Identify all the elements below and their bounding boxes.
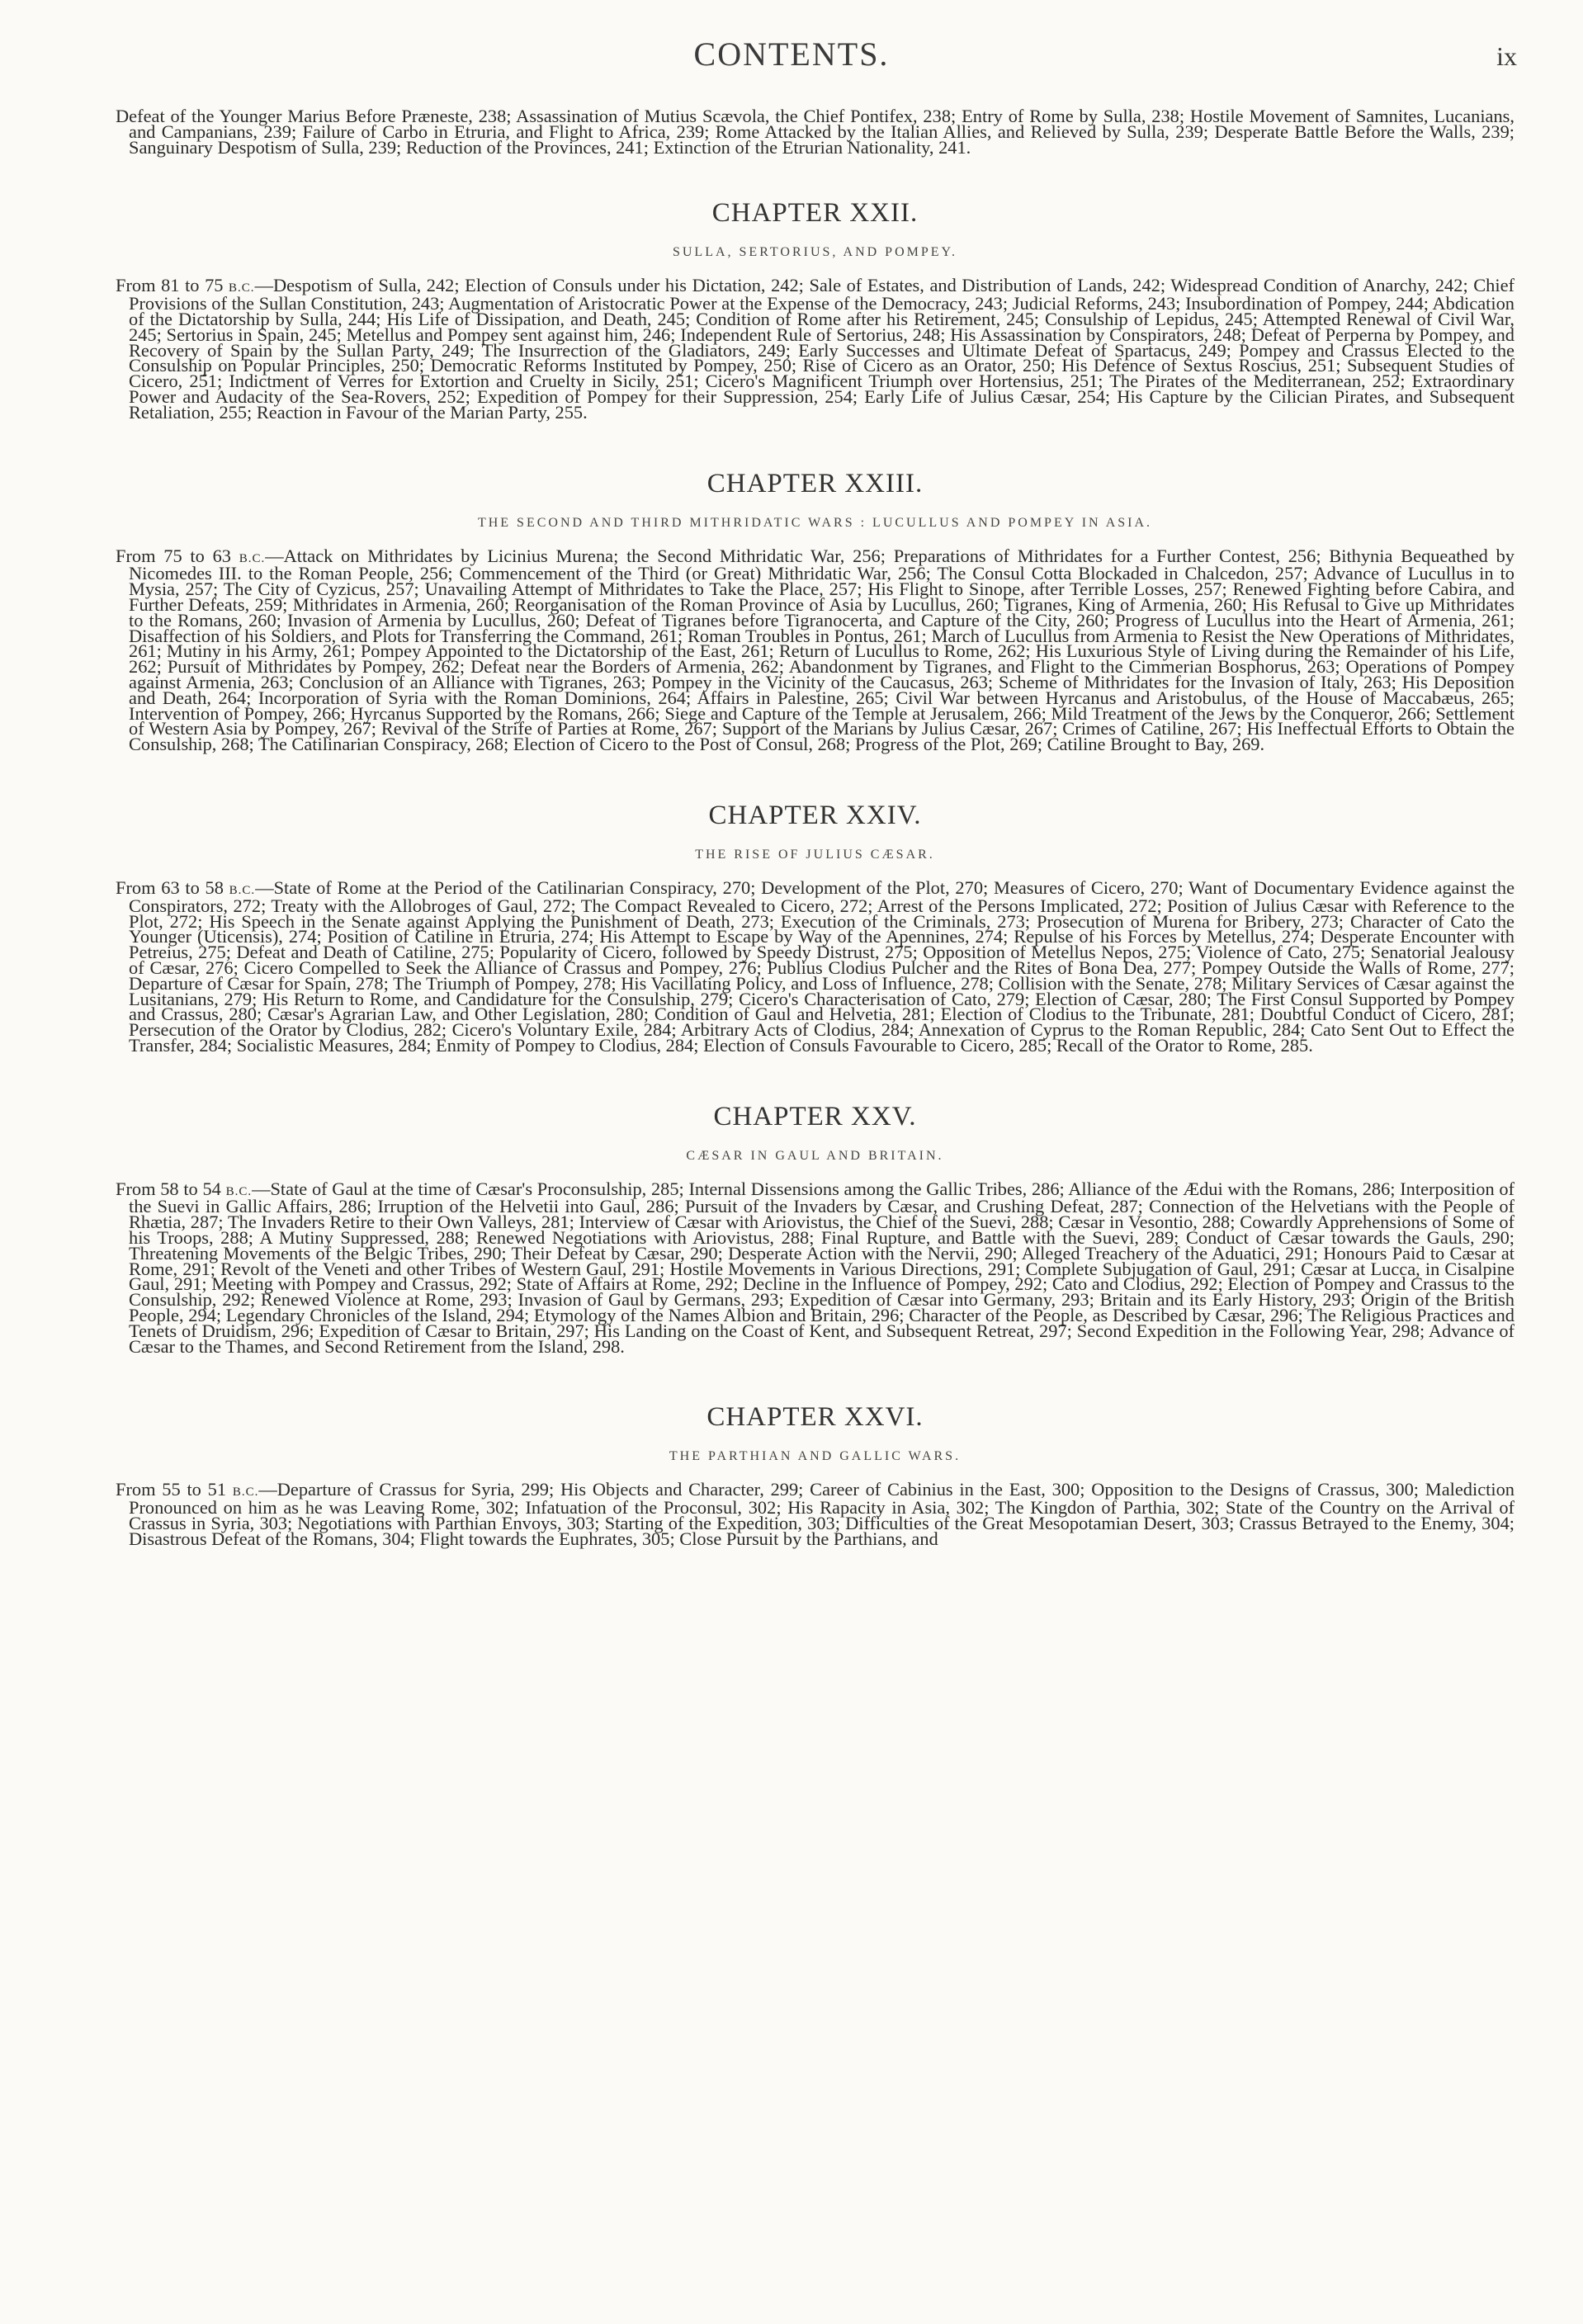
chapter-section [116,198,1514,423]
chapter-section [116,1402,1514,1547]
chapter-title: CHAPTER XXVI. [706,1402,924,1433]
summary-text: —Despotism of Sulla, 242; Election of Consuls under his Dictation, 242; Sale of Estates, and Distribution of Lands, 242; Widespread Condition of Anarchy, 242; Chief Provisions of the Sullan Constitution, 243; Augmentation of Aristocratic Power at the Expense of the Democracy, 243; Judicial Reforms, 243; Insubordination of Pompey, 244; Abdication of the Dictatorship by Sulla, 244; His Life of Dissipation, and Death, 245; Condition of Rome after his Retirement, 245; Consulship of Lepidus, 245; Attempted Renewal of Civil War, 245; Sertorius in Spain, 245; Metellus and Pompey sent against him, 246; Independent Rule of Sertorius, 248; His Assassination by Conspirators, 248; Defeat of Perperna by Pompey, and Recovery of Spain by the Sullan Party, 249; The Insurrection of the Gladiators, 249; Early Successes and Ultimate Defeat of Spartacus, 249; Pompey and Crassus Elected to the Consulship on Popular Principles, 250; Democratic Reforms Instituted by Pompey, 250; Rise of Cicero as an Orator, 250; His Defence of Sextus Roscius, 251; Subsequent Studies of Cicero, 251; Indictment of Verres for Extortion and Cruelty in Sicily, 251; Cicero's Magnificent Triumph over Hortensius, 251; The Pirates of the Mediterranean, 252; Extraordinary Power and Audacity of the Sea-Rovers, 252; Expedition of Pompey for their Suppression, 254; Early Life of Julius Cæsar, 254; His Capture by the Cilician Pirates, and Subsequent Retaliation, 255; Reaction in Favour of the Marian Party, 255. [129,275,1514,423]
chapter-subtitle: THE SECOND AND THIRD MITHRIDATIC WARS : LUCULLUS AND POMPEY IN ASIA. [477,515,1153,530]
era-label: B.C. [229,883,256,897]
chapter-section [116,1102,1514,1355]
date-range: From 58 to 54 [116,1178,226,1199]
summary-text: —State of Rome at the Period of the Catilinarian Conspiracy, 270; Development of the Plot, 270; Measures of Cicero, 270; Want of Documentary Evidence against the Conspirators, 272; Treaty with the Allobroges of Gaul, 272; The Compact Revealed to Cicero, 272; Arrest of the Persons Implicated, 272; Position of Julius Cæsar with Reference to the Plot, 272; His Speech in the Senate against Applying the Punishment of Death, 273; Execution of the Criminals, 273; Prosecution of Murena for Bribery, 273; Character of Cato the Younger (Uticensis), 274; Position of Catiline in Etruria, 274; His Attempt to Escape by Way of the Apennines, 274; Repulse of his Forces by Metellus, 274; Desperate Encounter with Petreius, 275; Defeat and Death of Catiline, 275; Popularity of Cicero, followed by Speedy Distrust, 275; Opposition of Metellus Nepos, 275; Violence of Cato, 275; Senatorial Jealousy of Cæsar, 276; Cicero Compelled to Seek the Alliance of Crassus and Pompey, 276; Publius Clodius Pulcher and the Rites of Bona Dea, 277; Pompey Outside the Walls of Rome, 277; Departure of Cæsar for Spain, 278; The Triumph of Pompey, 278; His Vacillating Policy, and Loss of Influence, 278; Collision with the Senate, 278; Military Services of Cæsar against the Lusitanians, 279; His Return to Rome, and Candidature for the Consulship, 279; Cicero's Characterisation of Cato, 279; Election of Cæsar, 280; The First Consul Supported by Pompey and Crassus, 280; Cæsar's Agrarian Law, and Other Legislation, 280; Condition of Gaul and Helvetia, 281; Election of Clodius to the Tribunate, 281; Doubtful Conduct of Cicero, 281; Persecution of the Orator by Clodius, 282; Cicero's Voluntary Exile, 284; Arbitrary Acts of Clodius, 284; Annexation of Cyprus to the Roman Republic, 284; Cato Sent Out to Effect the Transfer, 284; Socialistic Measures, 284; Enmity of Pompey to Clodius, 284; Election of Consuls Favourable to Cicero, 285; Recall of the Orator to Rome, 285. [129,876,1515,1056]
chapter-summary [116,275,1514,423]
chapter-summary [116,1479,1514,1549]
chapter-title: CHAPTER XXIV. [708,800,922,830]
chapter-section [116,801,1514,1054]
intro-paragraph: Defeat of the Younger Marius Before Præneste, 238; Assassination of Mutius Scævola, the Chief Pontifex, 238; Entry of Rome by Sulla, 238; Hostile Movement of Samnites, Lucanians, and Campanians, 239; Failure of Carbo in Etruria, and Flight to Africa, 239; Rome Attacked by the Italian Allies, and Relieved by Sulla, 239; Desperate Battle Before the Walls, 239; Sanguinary Despotism of Sulla, 239; Reduction of the Provinces, 241; Extinction of the Etrurian Nationality, 241. [116,106,1514,158]
chapter-title: CHAPTER XXIII. [706,468,924,498]
era-label: B.C. [225,1184,253,1198]
summary-text: —Departure of Crassus for Syria, 299; His Objects and Character, 299; Career of Cabinius in the East, 300; Opposition to the Designs of Crassus, 300; Malediction Pronounced on him as he was Leaving Rome, 302; Infatuation of the Proconsul, 302; His Rapacity in Asia, 302; The Kingdon of Parthia, 302; State of the Country on the Arrival of Crassus in Syria, 303; Negotiations with Parthian Envoys, 303; Starting of the Expedition, 303; Difficulties of the Great Mesopotamian Desert, 303; Crassus Betrayed to the Enemy, 304; Disastrous Defeat of the Romans, 304; Flight towards the Euphrates, 305; Close Pursuit by the Parthians, and [129,1479,1514,1549]
era-label: B.C. [239,551,266,565]
era-label: B.C. [229,281,255,295]
chapter-summary [116,876,1515,1056]
date-range: From 55 to 51 [116,1479,233,1500]
chapter-title: CHAPTER XXV. [713,1101,917,1131]
chapter-summary [116,545,1514,755]
page-number: ix [1496,41,1517,71]
summary-text: —Attack on Mithridates by Licinius Murena; the Second Mithridatic War, 256; Preparations of Mithridates for a Further Contest, 256; Bithynia Bequeathed by Nicomedes III. to the Roman People, 256; Commencement of the Third (or Great) Mithridatic War, 256; The Consul Cotta Blockaded in Chalcedon, 257; Advance of Lucullus in to Mysia, 257; The City of Cyzicus, 257; Unavailing Attempt of Mithridates to Take the Place, 257; His Flight to Sinope, after Terrible Losses, 257; Renewed Fighting before Cabira, and Further Defeats, 259; Mithridates in Armenia, 260; Reorganisation of the Roman Province of Asia by Lucullus, 260; Tigranes, King of Armenia, 260; His Refusal to Give up Mithridates to the Romans, 260; Invasion of Armenia by Lucullus, 260; Defeat of Tigranes before Tigranocerta, and Capture of the City, 260; Progress of Lucullus into the Heart of Armenia, 261; Disaffection of his Soldiers, and Plots for Transferring the Command, 261; Roman Troubles in Pontus, 261; March of Lucullus from Armenia to Resist the New Operations of Mithridates, 261; Mutiny in his Army, 261; Pompey Appointed to the Dictatorship of the East, 261; Return of Lucullus to Rome, 262; His Luxurious Style of Living during the Remainder of his Life, 262; Pursuit of Mithridates by Pompey, 262; Defeat near the Borders of Armenia, 262; Abandonment by Tigranes, and Flight to the Cimmerian Bosphorus, 263; Operations of Pompey against Armenia, 263; Conclusion of an Alliance with Tigranes, 263; Pompey in the Vicinity of the Caucasus, 263; Scheme of Mithridates for the Invasion of Italy, 263; His Deposition and Death, 264; Incorporation of Syria with the Roman Dominions, 264; Affairs in Palestine, 265; Civil War between Hyrcanus and Aristobulus, of the House of Maccabæus, 265; Intervention of Pompey, 266; Hyrcanus Supported by the Romans, 266; Siege and Capture of the Temple at Jerusalem, 266; Mild Treatment of the Jews by the Conqueror, 266; Settlement of Western Asia by Pompey, 267; Revival of the Strife of Parties at Rome, 267; Support of the Marians by Julius Cæsar, 267; Crimes of Catiline, 267; His Ineffectual Efforts to Obtain the Consulship, 268; The Catilinarian Conspiracy, 268; Election of Cicero to the Post of Consul, 268; Progress of the Plot, 269; Catiline Brought to Bay, 269. [129,545,1514,755]
running-head: CONTENTS. [693,35,890,73]
date-range: From 63 to 58 [116,876,229,898]
era-label: B.C. [232,1486,259,1500]
chapter-title: CHAPTER XXII. [711,198,919,229]
chapter-subtitle: CÆSAR IN GAUL AND BRITAIN. [686,1148,944,1163]
chapter-subtitle: THE PARTHIAN AND GALLIC WARS. [669,1449,962,1464]
contents-body [116,106,1515,1549]
summary-text: —State of Gaul at the time of Cæsar's Proconsulship, 285; Internal Dissensions among the Gallic Tribes, 286; Alliance of the Ædui with the Romans, 286; Interposition of the Suevi in Gallic Affairs, 286; Irruption of the Helvetii into Gaul, 286; Pursuit of the Invaders by Cæsar, and Crushing Defeat, 287; Connection of the Helvetians with the People of Rhætia, 287; The Invaders Retire to their Own Valleys, 281; Interview of Cæsar with Ariovistus, the Chief of the Suevi, 288; Cæsar in Vesontio, 288; Cowardly Apprehensions of Some of his Troops, 288; A Mutiny Suppressed, 288; Renewed Negotiations with Ariovistus, 288; Final Rupture, and Battle with the Suevi, 289; Conduct of Cæsar towards the Gauls, 290; Threatening Movements of the Belgic Tribes, 290; Their Defeat by Cæsar, 290; Desperate Action with the Nervii, 290; Alleged Treachery of the Aduatici, 291; Honours Paid to Cæsar at Rome, 291; Revolt of the Veneti and other Tribes of Western Gaul, 291; Hostile Movements in Various Directions, 291; Complete Subjugation of Gaul, 291; Cæsar at Lucca, in Cisalpine Gaul, 291; Meeting with Pompey and Crassus, 292; State of Affairs at Rome, 292; Decline in the Influence of Pompey, 292; Cato and Clodius, 292; Election of Pompey and Crassus to the Consulship, 292; Renewed Violence at Rome, 293; Invasion of Gaul by Germans, 293; Expedition of Cæsar into Germany, 293; Britain and its Early History, 293; Origin of the British People, 294; Legendary Chronicles of the Island, 294; Etymology of the Names Albion and Britain, 296; Character of the People, as Described by Cæsar, 296; The Religious Practices and Tenets of Druidism, 296; Expedition of Cæsar to Britain, 297; His Landing on the Coast of Kent, and Subsequent Retreat, 297; Second Expedition in the Following Year, 298; Advance of Cæsar to the Thames, and Second Retirement from the Island, 298. [129,1178,1515,1357]
date-range: From 75 to 63 [116,545,239,566]
chapter-subtitle: SULLA, SERTORIUS, AND POMPEY. [672,245,958,260]
chapter-summary [116,1178,1515,1357]
chapter-subtitle: THE RISE OF JULIUS CÆSAR. [695,847,935,862]
chapter-section [116,469,1514,753]
date-range: From 81 to 75 [116,275,229,296]
